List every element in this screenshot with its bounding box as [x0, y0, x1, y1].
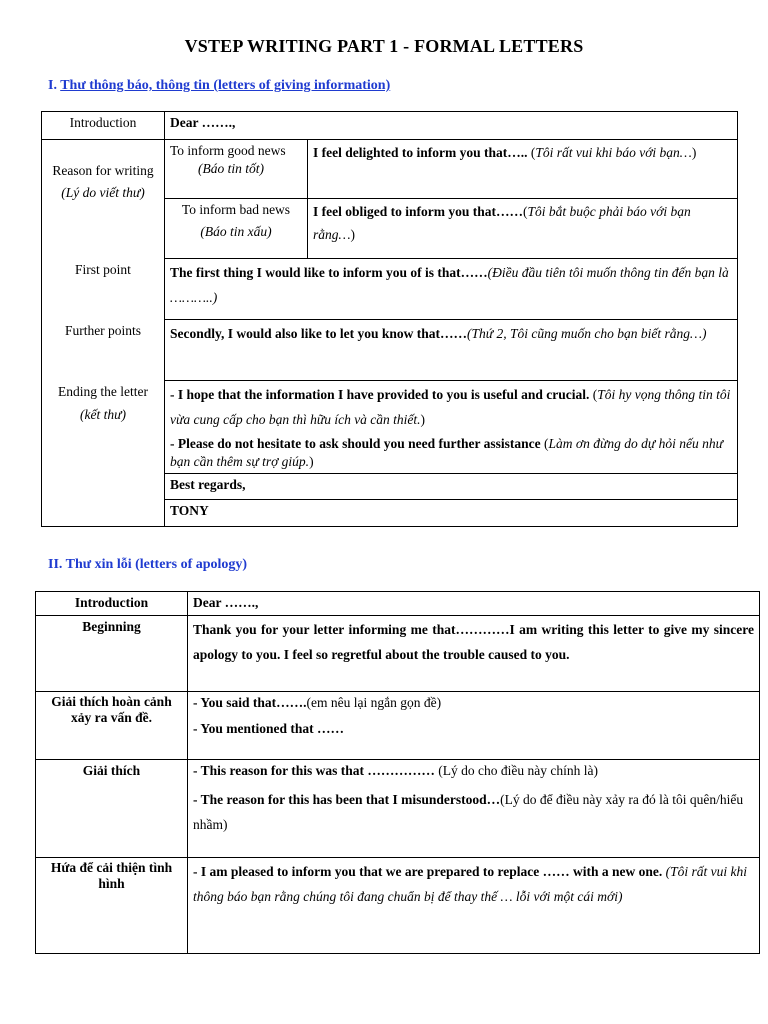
- further-points-text: Secondly, I would also like to let you know that……(Thứ 2, Tôi cũng muốn cho bạn biết rằng…): [165, 320, 738, 381]
- bad-news-label-cell: [165, 199, 308, 259]
- bad-news-label: To inform bad news: [181, 202, 291, 217]
- reason-label: Reason for writing: [52, 163, 154, 178]
- first-point-label: First point: [42, 259, 165, 320]
- ending-label-vi: (kết thư): [80, 407, 126, 423]
- ending-text: [165, 381, 738, 474]
- ending-label-cell: [42, 381, 165, 527]
- beginning-text: Thank you for your letter informing me that…………I am writing this letter to give my sincere apology to you. I feel so regretful about the trouble caused to you.: [188, 616, 760, 692]
- ending-line-1: - I hope that the information I have provided to you is useful and crucial. (Tôi hy vọng thông tin tôi vừa cung cấp cho bạn thì hữu ích và cần thiết.): [170, 387, 731, 427]
- explain-line-1: - You said that…….(em nêu lại ngắn gọn đề): [193, 695, 442, 710]
- table-row: [36, 592, 760, 616]
- table-row: [36, 692, 760, 760]
- table-row: [42, 140, 738, 199]
- reason-explain-text: [188, 760, 760, 858]
- section1-heading: [48, 78, 390, 94]
- introduction-text: Dear …….,: [165, 112, 738, 140]
- page-title: VSTEP WRITING PART 1 - FORMAL LETTERS: [184, 36, 584, 56]
- section2-heading: II. Thư xin lỗi (letters of apology): [48, 557, 248, 572]
- promise-label: Hứa để cải thiện tình hình: [36, 858, 188, 954]
- table-row: [36, 858, 760, 954]
- reason-label-cell: [42, 140, 165, 259]
- apology-introduction-text: Dear …….,: [188, 592, 760, 616]
- further-points-label: Further points: [42, 320, 165, 381]
- apology-letter-table: [35, 591, 760, 954]
- good-news-label-vi: (Báo tin tốt): [198, 160, 264, 176]
- explain-line-2: - You mentioned that ……: [193, 720, 345, 736]
- section1-number: I.: [48, 78, 61, 93]
- explain-text: [188, 692, 760, 760]
- table-row: [36, 616, 760, 692]
- table-row: [42, 112, 738, 140]
- table-row: [42, 259, 738, 320]
- information-letter-table: [41, 111, 738, 527]
- explain-label: Giải thích hoàn cảnh xảy ra vấn đề.: [36, 692, 188, 760]
- table-row: [36, 760, 760, 858]
- table-row: [42, 320, 738, 381]
- table-row: [42, 381, 738, 474]
- good-news-text: I feel delighted to inform you that….. (Tôi rất vui khi báo với bạn…): [308, 140, 738, 199]
- section1-heading-link[interactable]: Thư thông báo, thông tin (letters of giving information): [60, 78, 391, 93]
- good-news-label: To inform good news: [170, 143, 286, 158]
- promise-text: - I am pleased to inform you that we are prepared to replace …… with a new one. (Tôi rất vui khi thông báo bạn rằng chúng tôi đang chuẩn bị để thay thế … lỗi với một cái mới): [188, 858, 760, 954]
- reason-explain-label: Giải thích: [36, 760, 188, 858]
- reason-label-vi: (Lý do viết thư): [61, 184, 145, 200]
- bad-news-label-vi: (Báo tin xấu): [200, 223, 272, 239]
- reason-line-2: - The reason for this has been that I misunderstood…(Lý do để điều này xảy ra đó là tôi quên/hiểu nhầm): [193, 791, 744, 832]
- signature-name: TONY: [165, 499, 738, 526]
- apology-introduction-label: Introduction: [36, 592, 188, 616]
- good-news-label-cell: [165, 140, 308, 199]
- ending-line-2: - Please do not hesitate to ask should you need further assistance (Làm ơn đừng do dự hỏi nếu như bạn cần thêm sự trợ giúp.): [170, 435, 723, 469]
- introduction-label: Introduction: [42, 112, 165, 140]
- beginning-label: Beginning: [36, 616, 188, 692]
- regards-text: Best regards,: [165, 473, 738, 499]
- first-point-text: The first thing I would like to inform you of is that……(Điều đầu tiên tôi muốn thông tin đến bạn là ………..): [165, 259, 738, 320]
- reason-line-1: - This reason for this was that …………… (Lý do cho điều này chính là): [193, 763, 598, 778]
- bad-news-text: I feel obliged to inform you that……(Tôi bắt buộc phải báo với bạn rằng…): [308, 199, 738, 259]
- ending-label: Ending the letter: [58, 383, 148, 399]
